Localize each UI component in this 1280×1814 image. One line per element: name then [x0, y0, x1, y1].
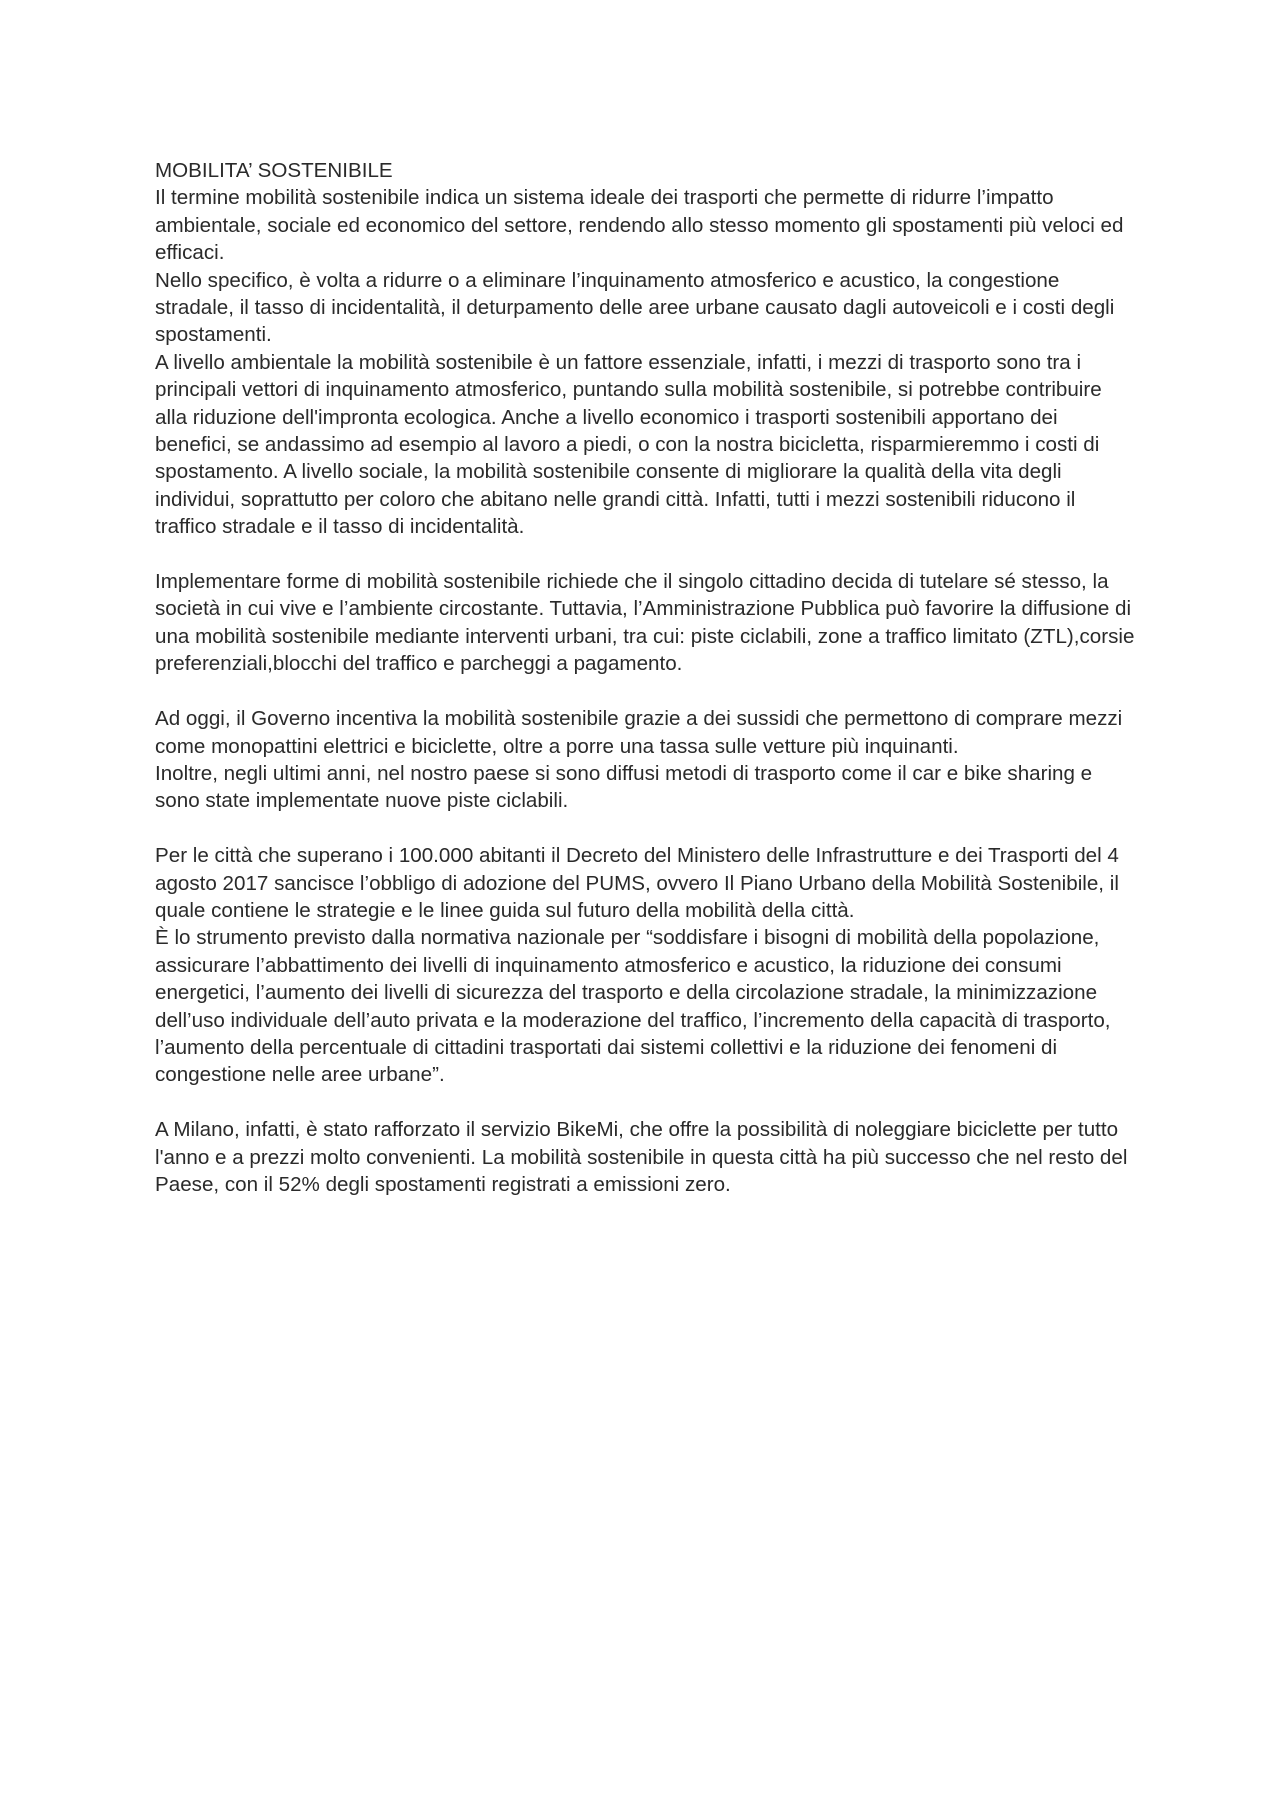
paragraph-benefits: A livello ambientale la mobilità sostenibile è un fattore essenziale, infatti, i mezzi di trasporto sono tra i principali vettori di inquinamento atmosferico, puntando sulla mobilità sostenibile, si potrebbe contribuire alla riduzione dell'impronta ecologica. Anche a livello economico i trasporti sostenibili apportano dei benefici, se andassimo ad esempio al lavoro a piedi, o con la nostra bicicletta, risparmieremmo i costi di spostamento. A livello sociale, la mobilità sostenibile consente di migliorare la qualità della vita degli individui, soprattutto per coloro che abitano nelle grandi città. Infatti, tutti i mezzi sostenibili riducono il traffico stradale e il tasso di incidentalità. — [155, 350, 1102, 539]
paragraph-pums-quote: È lo strumento previsto dalla normativa nazionale per “soddisfare i bisogni di mobilità della popolazione, assicurare l’abbattimento dei livelli di inquinamento atmosferico e acustico, la riduzione dei consumi energetici, l’aumento dei livelli di sicurezza del trasporto e della circolazione stradale, la minimizzazione dell’uso individuale dell’auto privata e la moderazione del traffico, l’incremento della capacità di trasporto, l’aumento della percentuale di cittadini trasportati dai sistemi collettivi e la riduzione dei fenomeni di congestione nelle aree urbane”. — [155, 926, 1111, 1087]
paragraph-spacer — [155, 1089, 1135, 1116]
paragraph-government: Ad oggi, il Governo incentiva la mobilità sostenibile grazie a dei sussidi che permettono di comprare mezzi come monopattini elettrici e biciclette, oltre a porre una tassa sulle vetture più inquinanti. — [155, 707, 1123, 758]
paragraph-pums: Per le città che superano i 100.000 abitanti il Decreto del Ministero delle Infrastrutture e dei Trasporti del 4 agosto 2017 sancisce l’obbligo di adozione del PUMS, ovvero Il Piano Urbano della Mobilità Sostenibile, il quale contiene le strategie e le linee guida sul futuro della mobilità della città. — [155, 844, 1119, 922]
paragraph-milano: A Milano, infatti, è stato rafforzato il servizio BikeMi, che offre la possibilità di noleggiare biciclette per tutto l'anno e a prezzi molto convenienti. La mobilità sostenibile in questa città ha più successo che nel resto del Paese, con il 52% degli spostamenti registrati a emissioni zero. — [155, 1118, 1128, 1196]
paragraph-spacer — [155, 815, 1135, 842]
paragraph-spacer — [155, 678, 1135, 705]
paragraph-spacer — [155, 541, 1135, 568]
paragraph-sharing: Inoltre, negli ultimi anni, nel nostro paese si sono diffusi metodi di trasporto come il car e bike sharing e sono state implementate nuove piste ciclabili. — [155, 761, 1093, 813]
paragraph-goals: Nello specifico, è volta a ridurre o a eliminare l’inquinamento atmosferico e acustico, la congestione stradale, il tasso di incidentalità, il deturpamento delle aree urbane causato dagli autoveicoli e i costi degli spostamenti. — [155, 268, 1115, 347]
paragraph-definition: Il termine mobilità sostenibile indica un sistema ideale dei trasporti che permette di ridurre l’impatto ambientale, sociale ed economico del settore, rendendo allo stesso momento gli spostamenti più veloci ed efficaci. — [155, 186, 1124, 265]
document-title: MOBILITA’ SOSTENIBILE — [155, 159, 393, 182]
document-page — [155, 157, 1135, 1198]
paragraph-implementation: Implementare forme di mobilità sostenibile richiede che il singolo cittadino decida di tutelare sé stesso, la società in cui vive e l’ambiente circostante. Tuttavia, l’Amministrazione Pubblica può favorire la diffusione di una mobilità sostenibile mediante interventi urbani, tra cui: piste ciclabili, zone a traffico limitato (ZTL),corsie preferenziali,blocchi del traffico e parcheggi a pagamento. — [155, 570, 1135, 676]
